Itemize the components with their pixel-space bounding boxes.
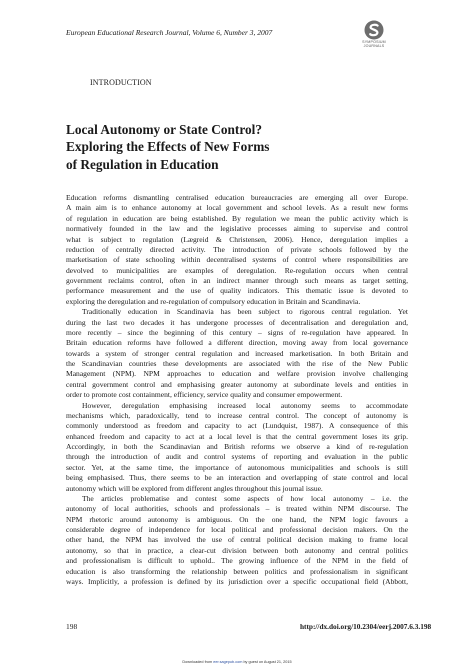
body-line: government reclaims control, often in an indirect manner through such means as target setting, [66,276,408,285]
body-line: reduction of centrally directed activity. The introduction of private schools followed by the [66,244,408,254]
body-paragraph [66,307,408,400]
body-line: other hand, the NPM has involved the use of central political decision making to frame local [66,535,408,545]
body-line: more recently – since the beginning of this century – signs of re-regulation have appeared. In [66,327,408,337]
body-line: the Scandinavian countries these developments are associated with the rise of the New Public [66,359,408,368]
body-line: The articles problematise and contest some aspects of how local autonomy – i.e. the [82,493,408,503]
body-line: exploring the deregulation and re-regulation of compulsory education in Britain and Scandinavia. [66,296,361,306]
body-line: during the last two decades it has undergone processes of decentralisation and deregulation and, [66,317,408,327]
body-line: order to promote cost containment, efficiency, service quality and consumer empowerment. [66,390,343,400]
body-line: However, deregulation emphasising increased local autonomy seems to accommodate [82,400,408,410]
title-line: Exploring the Effects of New Forms [66,139,270,155]
body-line: Management (NPM). NPM approaches to education and welfare provision involve challenging [66,369,408,379]
section-heading: INTRODUCTION [90,78,152,87]
body-line: Education reforms dismantling centralised education bureaucracies are emerging all over Europe. [66,193,408,202]
symposium-s-logo-icon [364,20,384,40]
publisher-logo [352,20,396,49]
body-paragraph [66,193,408,307]
journal-citation: European Educational Research Journal, Volume 6, Number 3, 2007 [66,28,273,37]
body-line: central government control and emphasising greater autonomy at subordinate levels and entities in [66,379,408,389]
logo-text-line1: SYMPOSIUM [362,40,386,44]
body-line: normatively founded in the law and the legislative processes aiming to supervise and control [66,224,408,234]
body-line: devolved to municipalities are examples of deregulation. Re-regulation occurs when central [66,265,408,275]
body-line: education is also transforming the relationship between politics and professionalism in significant [66,566,408,576]
body-line: considerable degree of independence for local political and professional decision makers. On the [66,525,408,534]
body-line: what is subject to regulation (Lægreid & Christensen, 2006). Hence, deregulation implies a [66,234,408,244]
article-body [66,193,408,587]
body-line: Traditionally education in Scandinavia has been subject to rigorous central regulation. Yet [82,307,408,317]
download-source-link[interactable]: eer.sagepub.com [213,660,243,664]
body-line: performance measurement and the use of quality indicators. This thematic issue is devoted to [66,286,408,296]
body-line: marketisation of state schooling within decentralised systems of control where responsibilities are [66,255,408,265]
body-line: mechanisms which, paradoxically, tend to increase central control. The concept of autonomy is [66,410,408,420]
body-line: and professionalism is difficult to uphold.. The growing influence of the NPM in the field of [66,556,408,566]
body-line: ways. Implicitly, a profession is defined by its jurisdiction over a specific occupational field (Abbott, [66,576,408,586]
body-line: towards a system of stronger central regulation and increased marketisation. In both Britain and [66,348,408,358]
body-line: autonomy, so that in practice, a clear-cut division between both autonomy and central politics [66,545,408,555]
doi-link[interactable]: http://dx.doi.org/10.2304/eerj.2007.6.3.198 [300,622,432,631]
body-line: NPM rhetoric around autonomy is ambiguous. On the one hand, the NPM logic favours a [66,514,408,524]
body-line: of regulation in education are being established. By regulation we mean the public activity which is [66,213,408,223]
body-line: autonomy which will be explored from different angles throughout this journal issue. [66,483,323,493]
body-line: autonomy of local authorities, schools and professionals – is treated within NPM discourse. The [66,504,408,514]
download-notice [0,660,474,664]
download-suffix: by guest on August 21, 2015 [242,660,292,664]
body-paragraph [66,401,408,494]
body-line: Accordingly, in both the Scandinavian and British reforms we observe a kind of re-regulation [66,442,408,451]
body-line: commonly understood as freedom and capacity to act (Lundquist, 1987). A consequence of this [66,421,408,431]
page-number: 198 [66,622,78,631]
body-paragraph [66,494,408,587]
article-title [66,121,269,173]
title-line: of Regulation in Education [66,156,219,172]
body-line: enhanced freedom and capacity to act at a local level is that the central government loses its grip. [66,431,408,441]
logo-text-line2: JOURNALS [363,44,385,49]
body-line: Britain education reforms have followed a different direction, moving away from local governance [66,338,408,348]
body-line: sector. Yet, at the same time, the importance of autonomous municipalities and schools is still [66,462,408,472]
title-line: Local Autonomy or State Control? [66,122,263,137]
body-line: through the introduction of audit and control systems of reporting and evaluation in the public [66,452,408,462]
download-prefix: Downloaded from [182,660,214,664]
body-line: being emphasised. Thus, there seems to be an interaction and overlapping of state control and local [66,473,408,483]
body-line: A main aim is to enhance autonomy at local government and school levels. As a result new forms [66,203,408,213]
